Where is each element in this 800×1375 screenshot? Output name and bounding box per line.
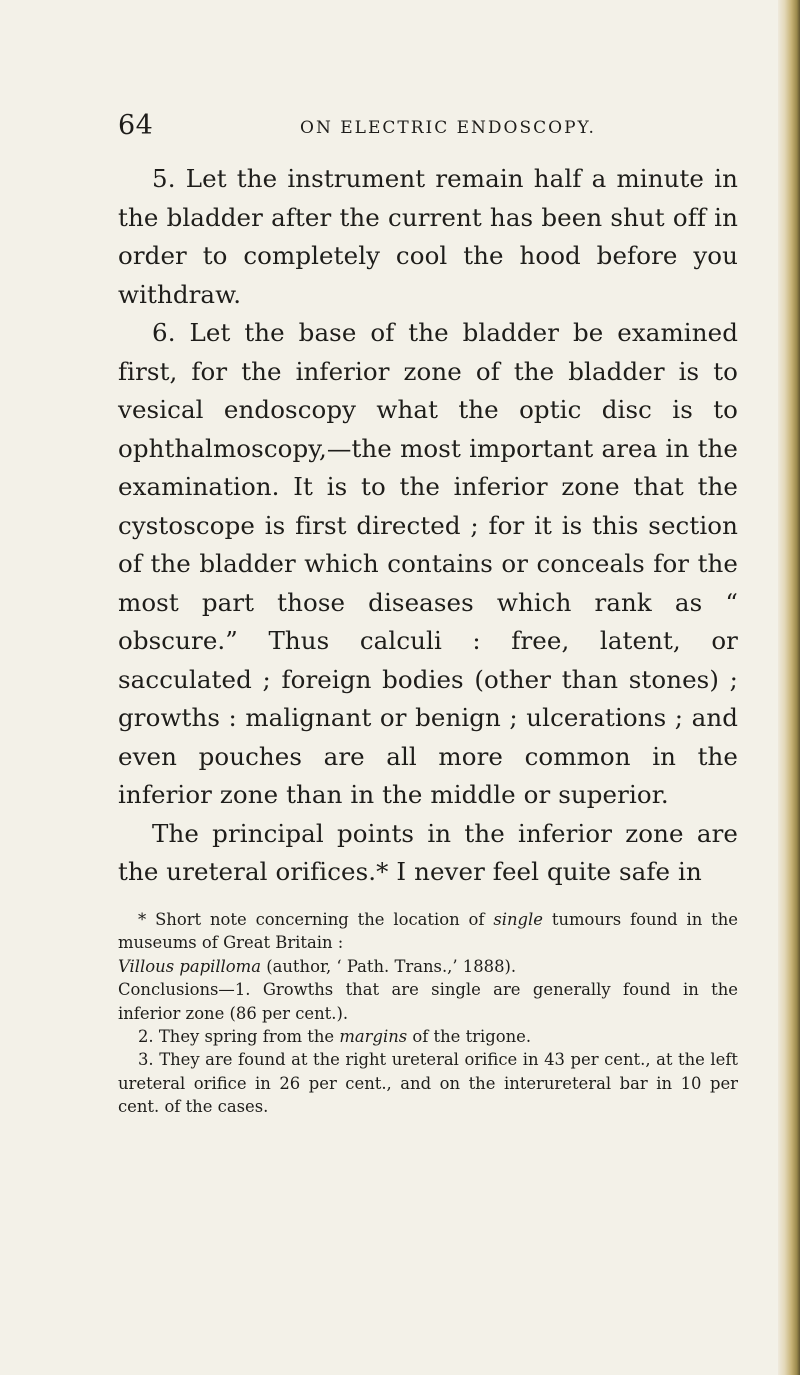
body-text <box>118 160 738 892</box>
page-number: 64 <box>118 110 154 141</box>
footnote-conclusion-1: Conclusions—1. Growths that are single are generally found in the inferior zone (86 per cent.). <box>118 980 738 1023</box>
footnote-intro-italic: single <box>493 910 543 929</box>
footnote-intro <box>118 908 738 955</box>
footnote-intro-text-b: tumours found in the museums of Great Britain : <box>118 910 738 953</box>
footnote-conclusion-2-text-a: 2. They spring from the <box>138 1027 340 1047</box>
paragraph-step-6: 6. Let the base of the bladder be examined first, for the inferior zone of the bladder is to vesical endoscopy what the optic disc is to ophthalmoscopy,—the most important area in the examination. It is to the inferior zone that the cystoscope is first directed ; for it is this section of the bladder which contains or conceals for the most part those diseases which rank as “ obscure.” Thus calculi : free, latent, or sacculated ; foreign bodies (other than stones) ; growths : malignant or benign ; ulcerations ; and even pouches are all more common in the inferior zone than in the middle or superior. <box>118 318 738 809</box>
page-header <box>118 110 758 144</box>
footnote-conclusion-2-italic: margins <box>339 1027 408 1047</box>
page-edge-shadow <box>778 0 800 1375</box>
footnote-source-rest: (author, ‘ Path. Trans.,’ 1888). <box>261 956 517 976</box>
paragraph-principal-points: The principal points in the inferior zone are the ureteral orifices.* I never feel quite safe in <box>118 818 738 886</box>
footnote-source-italic: Villous papilloma <box>118 956 261 976</box>
footnote-source <box>118 955 738 978</box>
footnote-conclusion-3: 3. They are found at the right ureteral orifice in 43 per cent., at the left ureteral orifice in 26 per cent., and on the interureteral bar in 10 per cent. of the cases. <box>118 1050 738 1117</box>
footnote-conclusion-2 <box>118 1025 738 1048</box>
footnote-conclusion-2-text-b: of the trigone. <box>407 1027 532 1047</box>
running-title: ON ELECTRIC ENDOSCOPY. <box>300 118 596 138</box>
paragraph-step-5: 5. Let the instrument remain half a minute in the bladder after the current has been shut off in order to completely cool the hood before you withdraw. <box>118 164 738 309</box>
footnote-intro-text-a: * Short note concerning the location of <box>138 910 494 929</box>
footnote-block <box>118 908 738 1119</box>
